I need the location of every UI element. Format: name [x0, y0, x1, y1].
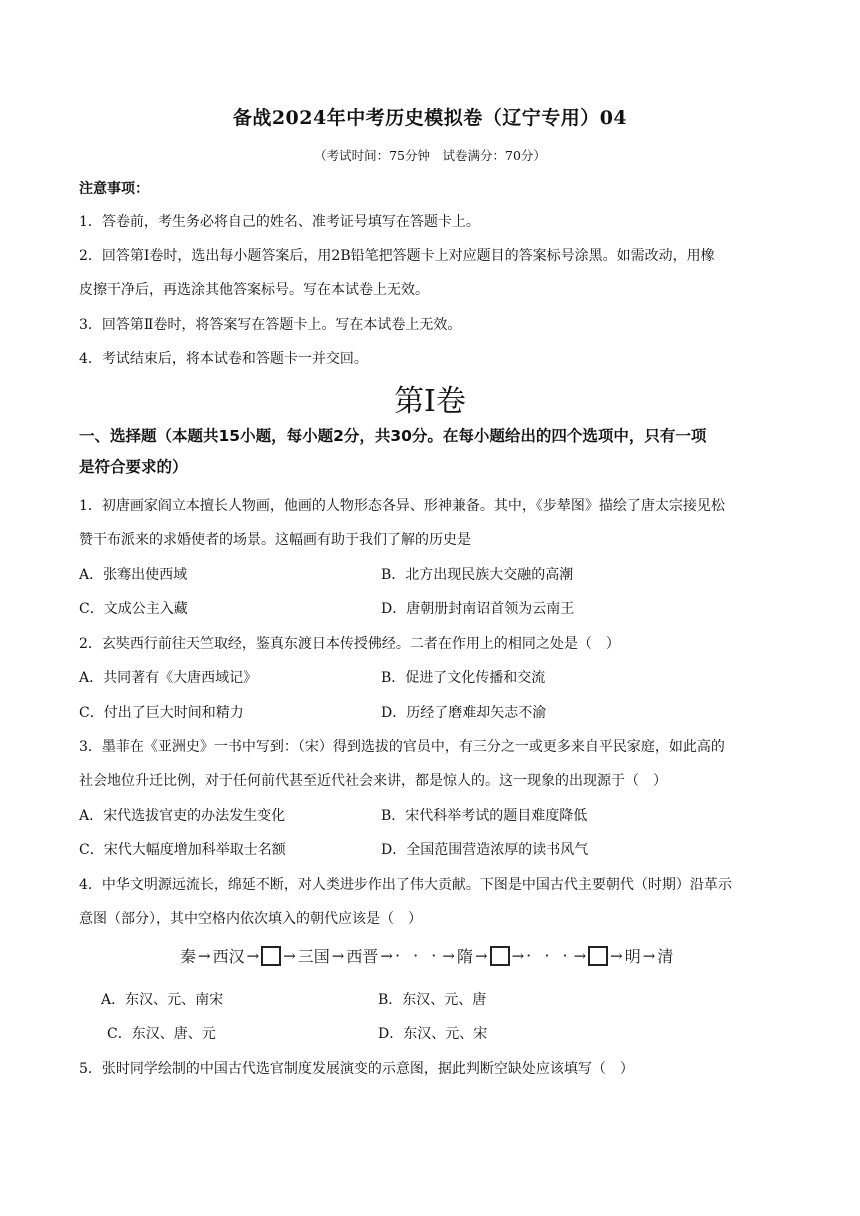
notes-heading: 注意事项： [79, 181, 149, 197]
arrow-icon: → [573, 946, 587, 965]
note-item: 2．回答第Ⅰ卷时，选出每小题答案后，用2B铅笔把答题卡上对应题目的答案标号涂黑。如需改动，用橡 [79, 248, 715, 264]
option-b: B．促进了文化传播和交流 [381, 670, 546, 686]
option-b: B．北方出现民族大交融的高潮 [381, 567, 574, 583]
arrow-icon: → [511, 946, 525, 965]
option-a: A．宋代选拔官吏的办法发生变化 [79, 808, 286, 824]
volume-heading: 第Ⅰ卷 [394, 384, 466, 419]
dynasty-timeline-diagram [180, 944, 673, 967]
section-heading: 一、选择题（本题共15小题，每小题2分，共30分。在每小题给出的四个选项中，只有一项 [79, 427, 707, 445]
option-d: D．历经了磨难却矢志不渝 [381, 705, 547, 721]
note-item: 1．答卷前，考生务必将自己的姓名、准考证号填写在答题卡上。 [79, 214, 480, 230]
option-b: B．宋代科举考试的题目难度降低 [381, 808, 588, 824]
dynasty-label: 三国 [297, 947, 330, 966]
option-c: C．东汉、唐、元 [107, 1026, 216, 1042]
question-stem: 5．张时同学绘制的中国古代选官制度发展演变的示意图，据此判断空缺处应该填写（ ） [79, 1061, 634, 1077]
option-d: D．东汉、元、宋 [378, 1026, 488, 1042]
arrow-icon: → [642, 946, 656, 965]
question-stem: 3．墨菲在《亚洲史》一书中写到：（宋）得到选拔的官员中，有三分之一或更多来自平民家庭，如此高的 [79, 739, 725, 755]
blank-box [490, 946, 510, 966]
dynasty-label: 秦 [180, 947, 197, 966]
page-title: 备战2024年中考历史模拟卷（辽宁专用）04 [232, 107, 628, 129]
blank-box [588, 946, 608, 966]
arrow-icon: → [246, 946, 260, 965]
ellipsis: · · · [394, 946, 441, 965]
exam-info: （考试时间：75分钟 试卷满分：70分） [314, 148, 546, 163]
arrow-icon: → [442, 946, 455, 965]
arrow-icon: → [474, 946, 488, 965]
dynasty-label: 隋 [456, 947, 473, 966]
dynasty-label: 明 [624, 947, 641, 966]
question-stem: 1．初唐画家阎立本擅长人物画，他画的人物形态各异、形神兼备。其中，《步辇图》描绘了唐太宗接见松 [79, 498, 725, 514]
option-a: A．张骞出使西域 [79, 567, 188, 583]
arrow-icon: → [610, 946, 623, 965]
question-stem: 社会地位升迁比例，对于任何前代甚至近代社会来讲，都是惊人的。这一现象的出现源于（ ） [79, 773, 667, 789]
dynasty-label: 西晋 [346, 947, 379, 966]
arrow-icon: → [283, 946, 296, 965]
option-d: D．唐朝册封南诏首领为云南王 [381, 601, 575, 617]
arrow-icon: → [380, 946, 393, 965]
note-item: 皮擦干净后，再选涂其他答案标号。写在本试卷上无效。 [79, 282, 429, 298]
question-stem: 赞干布派来的求婚使者的场景。这幅画有助于我们了解的历史是 [79, 532, 471, 548]
dynasty-label: 清 [657, 947, 674, 966]
option-a: A．共同著有《大唐西域记》 [79, 670, 258, 686]
section-heading-cont: 是符合要求的） [79, 458, 188, 476]
option-d: D．全国范围营造浓厚的读书风气 [381, 842, 589, 858]
arrow-icon: → [198, 946, 211, 965]
note-item: 4．考试结束后，将本试卷和答题卡一并交回。 [79, 351, 368, 367]
question-stem: 4．中华文明源远流长，绵延不断，对人类进步作出了伟大贡献。下图是中国古代主要朝代（时期）沿革示 [79, 877, 732, 893]
note-item: 3．回答第Ⅱ卷时，将答案写在答题卡上。写在本试卷上无效。 [79, 317, 462, 333]
option-c: C．宋代大幅度增加科举取士名额 [79, 842, 286, 858]
option-b: B．东汉、元、唐 [378, 992, 487, 1008]
option-c: C．付出了巨大时间和精力 [79, 705, 244, 721]
ellipsis: · · · [526, 946, 572, 965]
option-c: C．文成公主入藏 [79, 601, 188, 617]
option-a: A．东汉、元、南宋 [101, 992, 224, 1008]
blank-box [261, 946, 281, 966]
question-stem: 2．玄奘西行前往天竺取经，鉴真东渡日本传授佛经。二者在作用上的相同之处是（ ） [79, 636, 620, 652]
arrow-icon: → [331, 946, 345, 965]
question-stem: 意图（部分），其中空格内依次填入的朝代应该是（ ） [79, 911, 422, 927]
dynasty-label: 西汉 [212, 947, 245, 966]
